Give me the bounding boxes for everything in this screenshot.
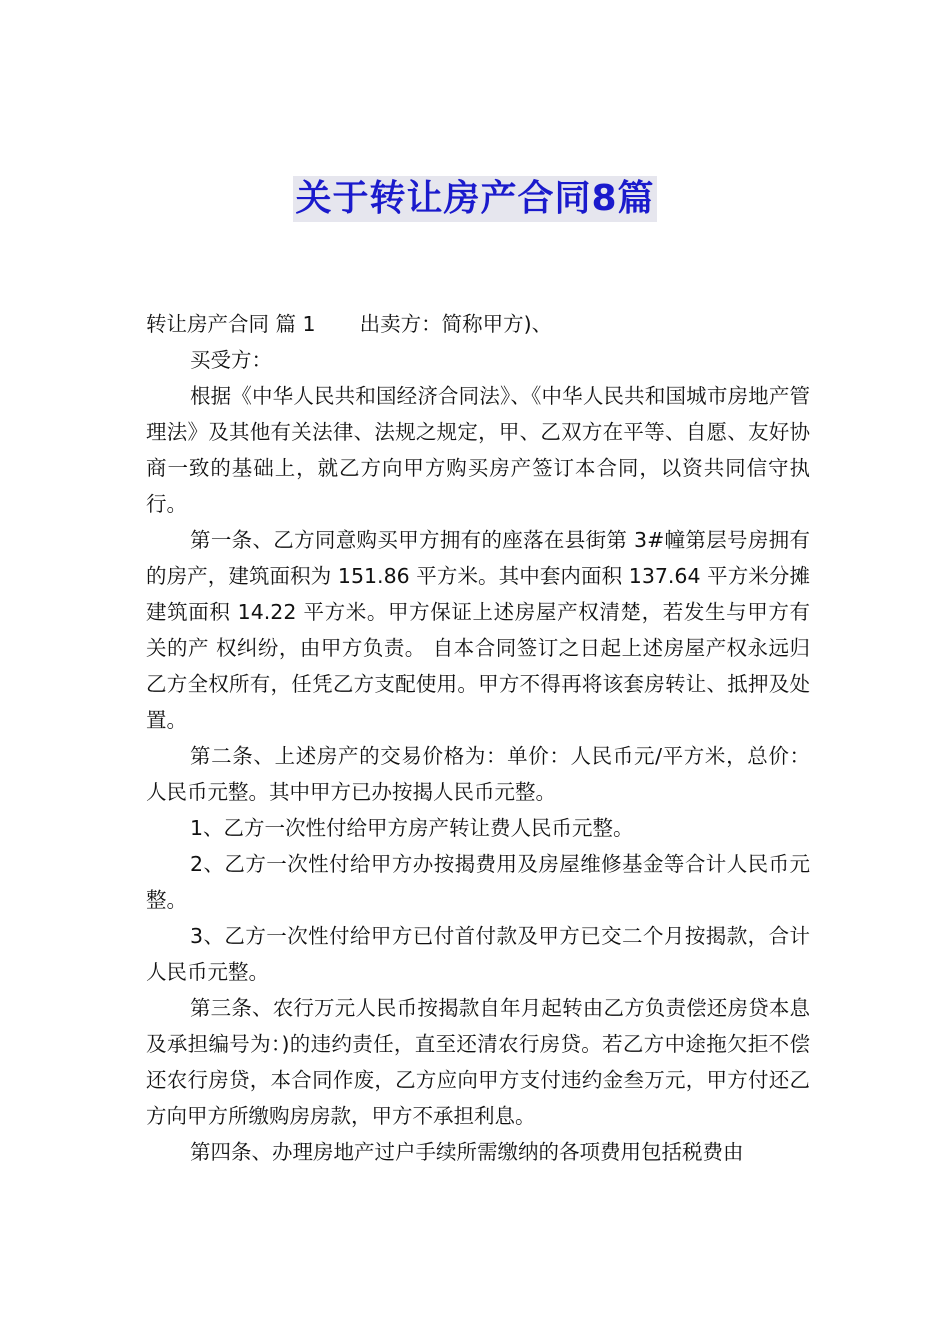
title-area <box>0 176 950 222</box>
paragraph-item-1: 1、乙方一次性付给甲方房产转让费人民币元整。 <box>190 816 634 840</box>
contract-heading-line <box>146 306 810 342</box>
buyer-label: 买受方： <box>190 348 272 372</box>
contract-number-label: 转让房产合同 篇 1 <box>146 312 316 336</box>
seller-label: 出卖方：简称甲方)、 <box>359 312 553 336</box>
document-title: 关于转让房产合同8篇 <box>293 176 656 222</box>
paragraph-preamble: 根据《中华人民共和国经济合同法》、《中华人民共和国城市房地产管理法》及其他有关法律、法规之规定，甲、乙双方在平等、自愿、友好协商一致的基础上，就乙方向甲方购买房产签订本合同，以资共同信守执行。 <box>146 384 810 516</box>
document-body <box>146 306 810 1170</box>
paragraph-item-3: 3、乙方一次性付给甲方已付首付款及甲方已交二个月按揭款，合计人民币元整。 <box>146 924 810 984</box>
paragraph-article-3: 第三条、农行万元人民币按揭款自年月起转由乙方负责偿还房贷本息及承担编号为：)的违约责任，直至还清农行房贷。若乙方中途拖欠拒不偿还农行房贷，本合同作废，乙方应向甲方支付违约金叁万元，甲方付还乙方向甲方所缴购房房款，甲方不承担利息。 <box>146 996 810 1128</box>
paragraph-article-1: 第一条、乙方同意购买甲方拥有的座落在县街第 3#幢第层号房拥有的房产，建筑面积为 151.86 平方米。其中套内面积 137.64 平方米分摊建筑面积 14.22 平方米。甲方保证上述房屋产权清楚，若发生与甲方有关的产 权纠纷，由甲方负责。 自本合同签订之日起上述房屋产权永远归乙方全权所有，任凭乙方支配使用。甲方不得再将该套房转让、抵押及处置。 <box>146 528 810 732</box>
paragraph-item-2: 2、乙方一次性付给甲方办按揭费用及房屋维修基金等合计人民币元整。 <box>146 852 810 912</box>
paragraph-article-4: 第四条、办理房地产过户手续所需缴纳的各项费用包括税费由 <box>190 1140 744 1164</box>
paragraph-article-2: 第二条、上述房产的交易价格为：单价：人民币元/平方米，总价：人民币元整。其中甲方已办按揭人民币元整。 <box>146 744 810 804</box>
